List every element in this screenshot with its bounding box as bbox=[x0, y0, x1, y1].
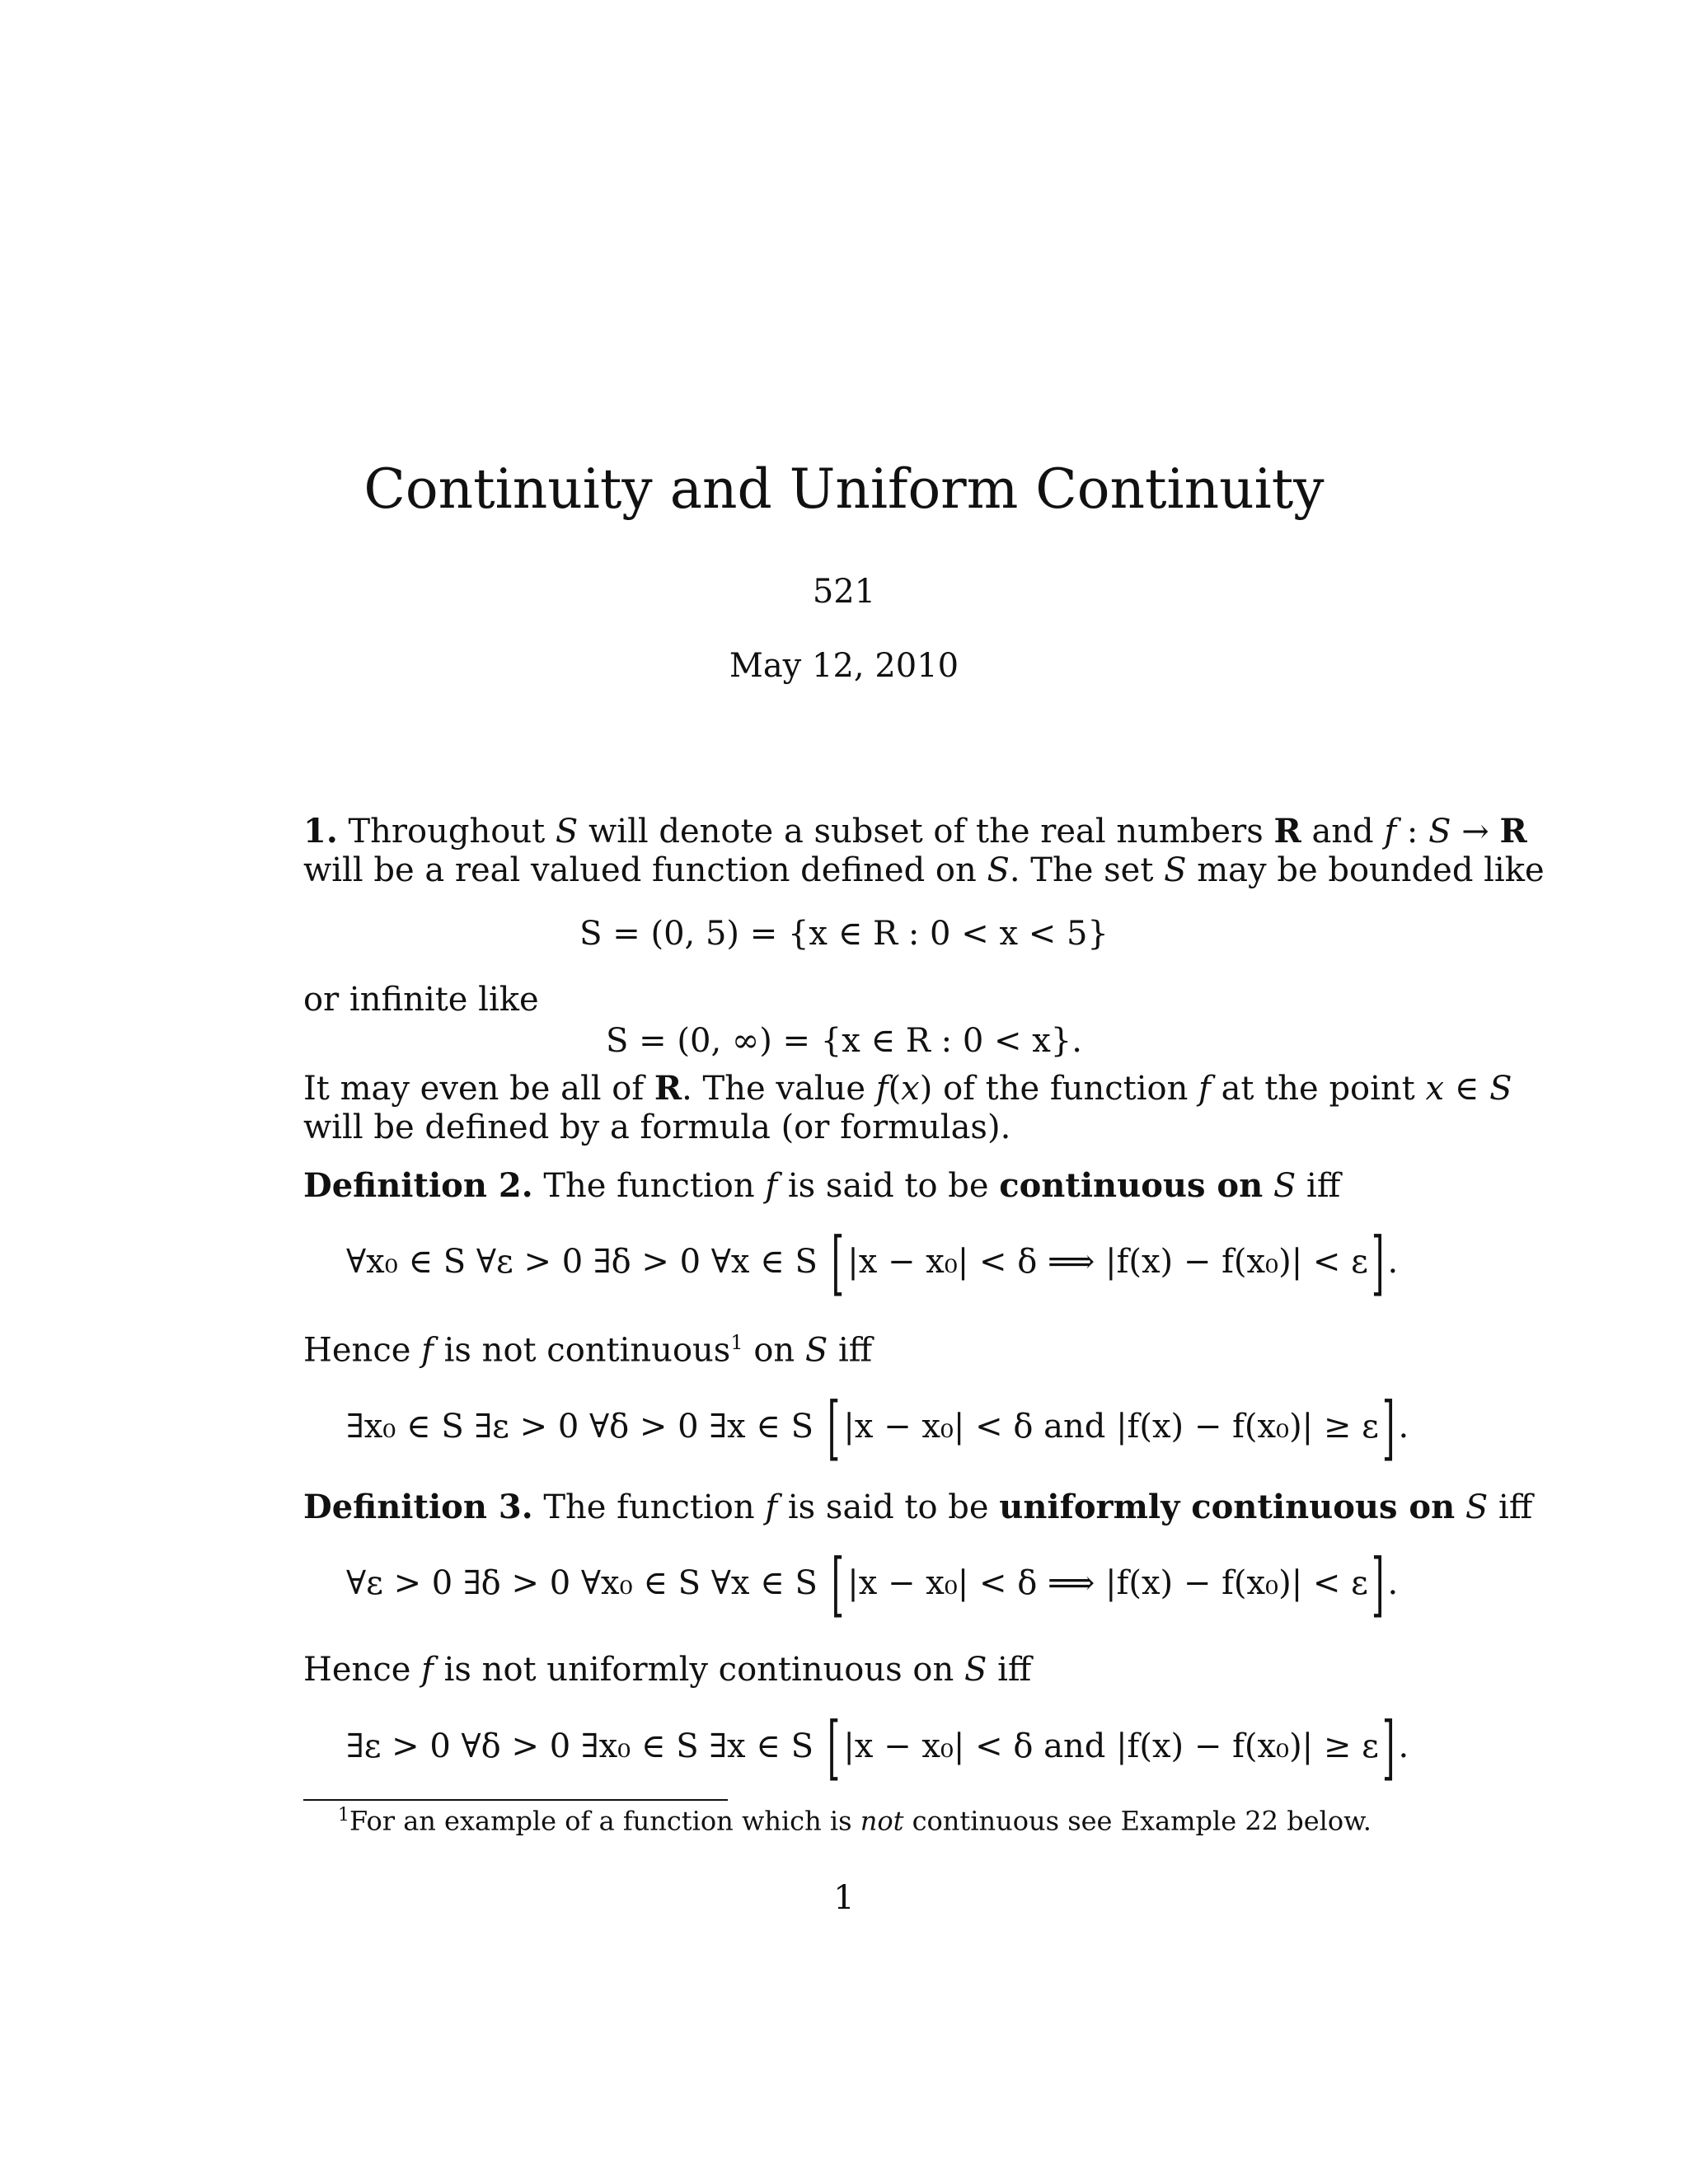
para1-line3: It may even be all of R. The value f(x) of the function f at the point x ∈ S bbox=[303, 1069, 1512, 1108]
page-number: 1 bbox=[833, 1879, 855, 1917]
formula-quantifiers: ∀x₀ ∈ S ∀ε > 0 ∃δ > 0 ∀x ∈ S bbox=[346, 1243, 818, 1281]
right-bracket: ] bbox=[1381, 1708, 1395, 1789]
definition-text: is said to be bbox=[787, 1488, 989, 1526]
formula-body: |x − x₀| < δ and |f(x) − f(x₀)| ≥ ε bbox=[843, 1727, 1379, 1765]
left-bracket: [ bbox=[831, 1224, 845, 1305]
right-bracket: ] bbox=[1381, 1389, 1395, 1469]
definition-3-term: uniformly continuous on bbox=[999, 1488, 1456, 1526]
footnote-emphasis: not bbox=[860, 1805, 904, 1837]
footnote bbox=[338, 1805, 1372, 1837]
definition-2-negation-formula: ∃x₀ ∈ S ∃ε > 0 ∀δ > 0 ∃x ∈ S [ |x − x₀| < δ and |f(x) − f(x₀)| ≥ ε ] . bbox=[346, 1389, 1409, 1469]
definition-text: iff bbox=[1498, 1488, 1533, 1526]
footnote-marker: 1 bbox=[730, 1331, 743, 1354]
document-date: May 12, 2010 bbox=[729, 647, 959, 685]
para1-text: at the point bbox=[1221, 1070, 1415, 1108]
footnote-text: For an example of a function which is bbox=[349, 1805, 852, 1837]
para1-text: . The set bbox=[1009, 851, 1154, 889]
formula-quantifiers: ∀ε > 0 ∃δ > 0 ∀x₀ ∈ S ∀x ∈ S bbox=[346, 1564, 818, 1602]
equation-infinite-set: S = (0, ∞) = {x ∈ R : 0 < x}. bbox=[606, 1022, 1082, 1060]
definition-text: iff bbox=[997, 1651, 1032, 1689]
document-title: Continuity and Uniform Continuity bbox=[363, 457, 1325, 521]
para1-text: of the function bbox=[943, 1070, 1189, 1108]
definition-text: The function bbox=[543, 1167, 755, 1205]
left-bracket: [ bbox=[827, 1389, 841, 1469]
formula-body: |x − x₀| < δ ⟹ |f(x) − f(x₀)| < ε bbox=[847, 1564, 1368, 1602]
definition-3: Definition 3. The function f is said to be uniformly continuous on S iff bbox=[303, 1488, 1533, 1526]
formula-body: |x − x₀| < δ ⟹ |f(x) − f(x₀)| < ε bbox=[847, 1243, 1368, 1281]
definition-text: is not continuous bbox=[443, 1331, 731, 1370]
footnote-text: continuous see Example 22 below. bbox=[912, 1805, 1372, 1837]
footnote-number: 1 bbox=[338, 1805, 349, 1825]
para1-or-infinite: or infinite like bbox=[303, 981, 539, 1019]
equation-bounded-set: S = (0, 5) = {x ∈ R : 0 < x < 5} bbox=[579, 915, 1109, 953]
right-bracket: ] bbox=[1371, 1545, 1385, 1626]
definition-text: is not uniformly continuous on bbox=[443, 1651, 954, 1689]
definition-3-label: Definition 3. bbox=[303, 1488, 533, 1526]
formula-body: |x − x₀| < δ and |f(x) − f(x₀)| ≥ ε bbox=[843, 1408, 1379, 1446]
para1-text: It may even be all of bbox=[303, 1070, 645, 1108]
definition-text: is said to be bbox=[787, 1167, 989, 1205]
para1-text: . The value bbox=[682, 1070, 866, 1108]
para1-text: will be a real valued function defined on bbox=[303, 851, 977, 889]
para1-text: Throughout bbox=[348, 813, 546, 851]
para1-number: 1. bbox=[303, 812, 338, 851]
definition-text: The function bbox=[543, 1488, 755, 1526]
para1-line2: will be a real valued function defined on S. The set S may be bounded like bbox=[303, 851, 1545, 889]
left-bracket: [ bbox=[827, 1708, 841, 1789]
left-bracket: [ bbox=[831, 1545, 845, 1626]
definition-2-formula: ∀x₀ ∈ S ∀ε > 0 ∃δ > 0 ∀x ∈ S [ |x − x₀| < δ ⟹ |f(x) − f(x₀)| < ε ] . bbox=[346, 1224, 1399, 1305]
definition-text: Hence bbox=[303, 1331, 411, 1370]
definition-text: iff bbox=[838, 1331, 873, 1370]
definition-2-label: Definition 2. bbox=[303, 1166, 533, 1205]
para1-line4: will be defined by a formula (or formulas). bbox=[303, 1108, 1011, 1146]
definition-text: on bbox=[753, 1331, 795, 1370]
definition-text: Hence bbox=[303, 1651, 411, 1689]
para1-text: will denote a subset of the real numbers bbox=[588, 813, 1264, 851]
para1-line1: 1. Throughout S will denote a subset of the real numbers R and f : S → R bbox=[303, 812, 1527, 851]
para1-text: may be bounded like bbox=[1197, 851, 1545, 889]
definition-2-term: continuous on bbox=[999, 1166, 1264, 1205]
formula-quantifiers: ∃ε > 0 ∀δ > 0 ∃x₀ ∈ S ∃x ∈ S bbox=[346, 1727, 814, 1765]
para1-text: and bbox=[1311, 813, 1374, 851]
footnote-rule bbox=[303, 1799, 728, 1801]
definition-2: Definition 2. The function f is said to be continuous on S iff bbox=[303, 1166, 1341, 1205]
definition-3-negation-formula: ∃ε > 0 ∀δ > 0 ∃x₀ ∈ S ∃x ∈ S [ |x − x₀| < δ and |f(x) − f(x₀)| ≥ ε ] . bbox=[346, 1708, 1409, 1789]
document-author: 521 bbox=[812, 573, 876, 611]
definition-3-negation: Hence f is not uniformly continuous on S iff bbox=[303, 1651, 1032, 1689]
definition-2-negation: Hence f is not continuous$^1$ on S iff bbox=[303, 1331, 873, 1370]
definition-3-formula: ∀ε > 0 ∃δ > 0 ∀x₀ ∈ S ∀x ∈ S [ |x − x₀| < δ ⟹ |f(x) − f(x₀)| < ε ] . bbox=[346, 1545, 1399, 1626]
definition-text: iff bbox=[1306, 1167, 1341, 1205]
right-bracket: ] bbox=[1371, 1224, 1385, 1305]
formula-quantifiers: ∃x₀ ∈ S ∃ε > 0 ∀δ > 0 ∃x ∈ S bbox=[346, 1408, 814, 1446]
